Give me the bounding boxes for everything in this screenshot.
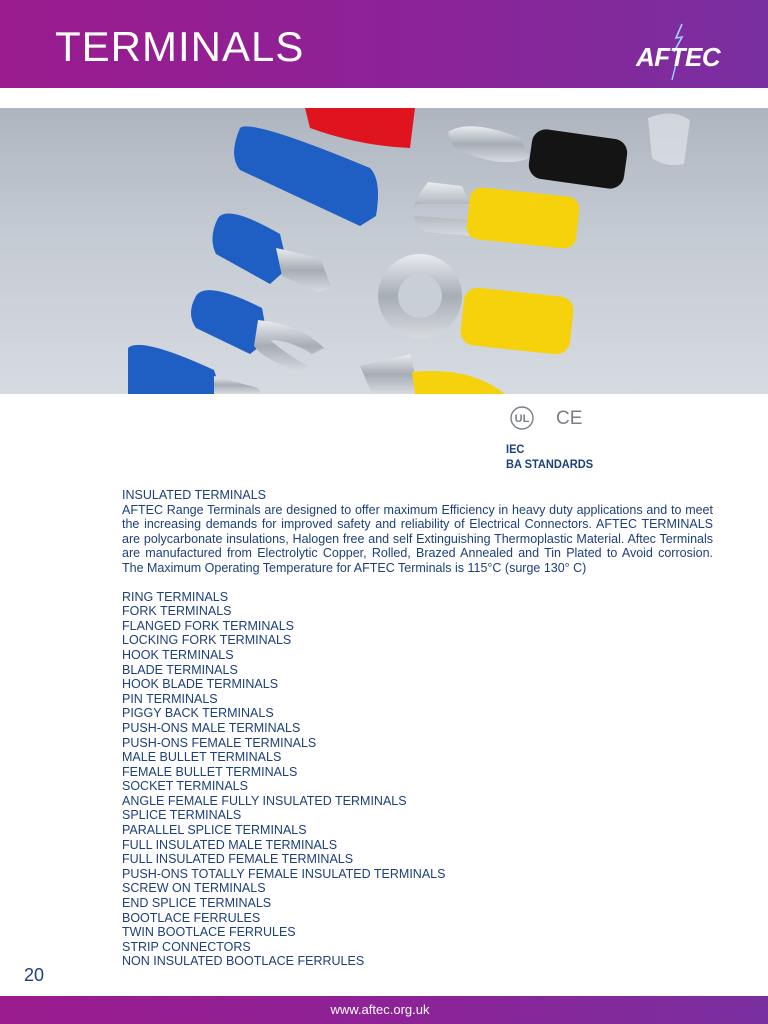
list-item: SOCKET TERMINALS [122,779,248,794]
svg-text:UL: UL [514,413,530,425]
logo-text: AFTEC [636,42,721,72]
main-content [122,488,713,969]
list-item: FORK TERMINALS [122,604,232,619]
yellow-fork-terminal-metal [413,182,472,236]
red-terminal [305,108,415,148]
list-item: PARALLEL SPLICE TERMINALS [122,823,307,838]
page-header [0,0,768,88]
blue-push-on-terminal [234,126,378,226]
list-item: SCREW ON TERMINALS [122,881,266,896]
list-item: PUSH-ONS FEMALE TERMINALS [122,735,317,750]
list-item: HOOK TERMINALS [122,647,234,662]
list-item: RING TERMINALS [122,589,229,604]
blue-fork-terminal-metal [254,320,324,372]
list-item: HOOK BLADE TERMINALS [122,677,279,692]
list-item: FULL INSULATED MALE TERMINALS [122,837,338,852]
list-item: PIGGY BACK TERMINALS [122,706,274,721]
list-item: END SPLICE TERMINALS [122,896,272,911]
ce-mark-icon [556,408,582,429]
list-item: NON INSULATED BOOTLACE FERRULES [122,954,365,969]
list-item: PUSH-ONS MALE TERMINALS [122,720,301,735]
black-fork-terminal-insulator [527,128,629,191]
page-footer [0,996,768,1024]
page-number: 20 [24,965,45,985]
standard-iec: IEC [506,442,525,456]
aftec-logo [632,22,722,82]
list-item: BOOTLACE FERRULES [122,910,261,925]
list-item: BLADE TERMINALS [122,662,238,677]
blue-bottom-terminal [128,345,222,394]
list-item: FULL INSULATED FEMALE TERMINALS [122,852,354,867]
list-item: TWIN BOOTLACE FERRULES [122,925,296,940]
list-item: STRIP CONNECTORS [122,939,251,954]
black-fork-terminal-metal [448,126,530,162]
intro-paragraph: AFTEC Range Terminals are designed to offer maximum Efficiency in heavy duty applications and to meet the increasing demands for improved safety and reliability of Electrical Connectors. AFTEC TERMINALS are polycarbonate insulations, Halogen free and self Extinguishing Thermoplastic Material. Aftec Terminals are manufactured from Electrolytic Copper, Rolled, Brazed Annealed and Tin Plated to Avoid corrosion. The Maximum Operating Temperature for AFTEC Terminals is 115°C (surge 130° C) [122,502,713,575]
list-item: PIN TERMINALS [122,691,218,706]
terminals-photo [0,108,768,394]
blue-bottom-terminal-metal [214,376,262,394]
list-item: FLANGED FORK TERMINALS [122,618,295,633]
standard-ba: BA STANDARDS [506,457,594,471]
standards-block [506,442,593,472]
ul-mark-icon [511,407,533,429]
terminal-types-list [122,590,713,969]
website-link[interactable]: www.aftec.org.uk [330,1002,430,1017]
svg-text:CE: CE [556,408,583,429]
clear-terminal [648,113,690,165]
list-item: LOCKING FORK TERMINALS [122,633,292,648]
intro-heading: INSULATED TERMINALS [122,488,267,502]
list-item: FEMALE BULLET TERMINALS [122,764,298,779]
blue-blade-terminal-metal [276,248,332,292]
certification-marks [506,402,596,434]
list-item: ANGLE FEMALE FULLY INSULATED TERMINALS [122,793,407,808]
yellow-ring-terminal-insulator [459,286,574,355]
yellow-blade-terminal-metal [360,354,420,394]
yellow-blade-terminal-insulator [412,371,505,394]
list-item: PUSH-ONS TOTALLY FEMALE INSULATED TERMINALS [122,866,446,881]
ring-hole [398,274,442,318]
list-item: MALE BULLET TERMINALS [122,750,282,765]
page-title: TERMINALS [55,23,305,70]
list-item: SPLICE TERMINALS [122,808,242,823]
yellow-fork-terminal-insulator [466,186,581,249]
